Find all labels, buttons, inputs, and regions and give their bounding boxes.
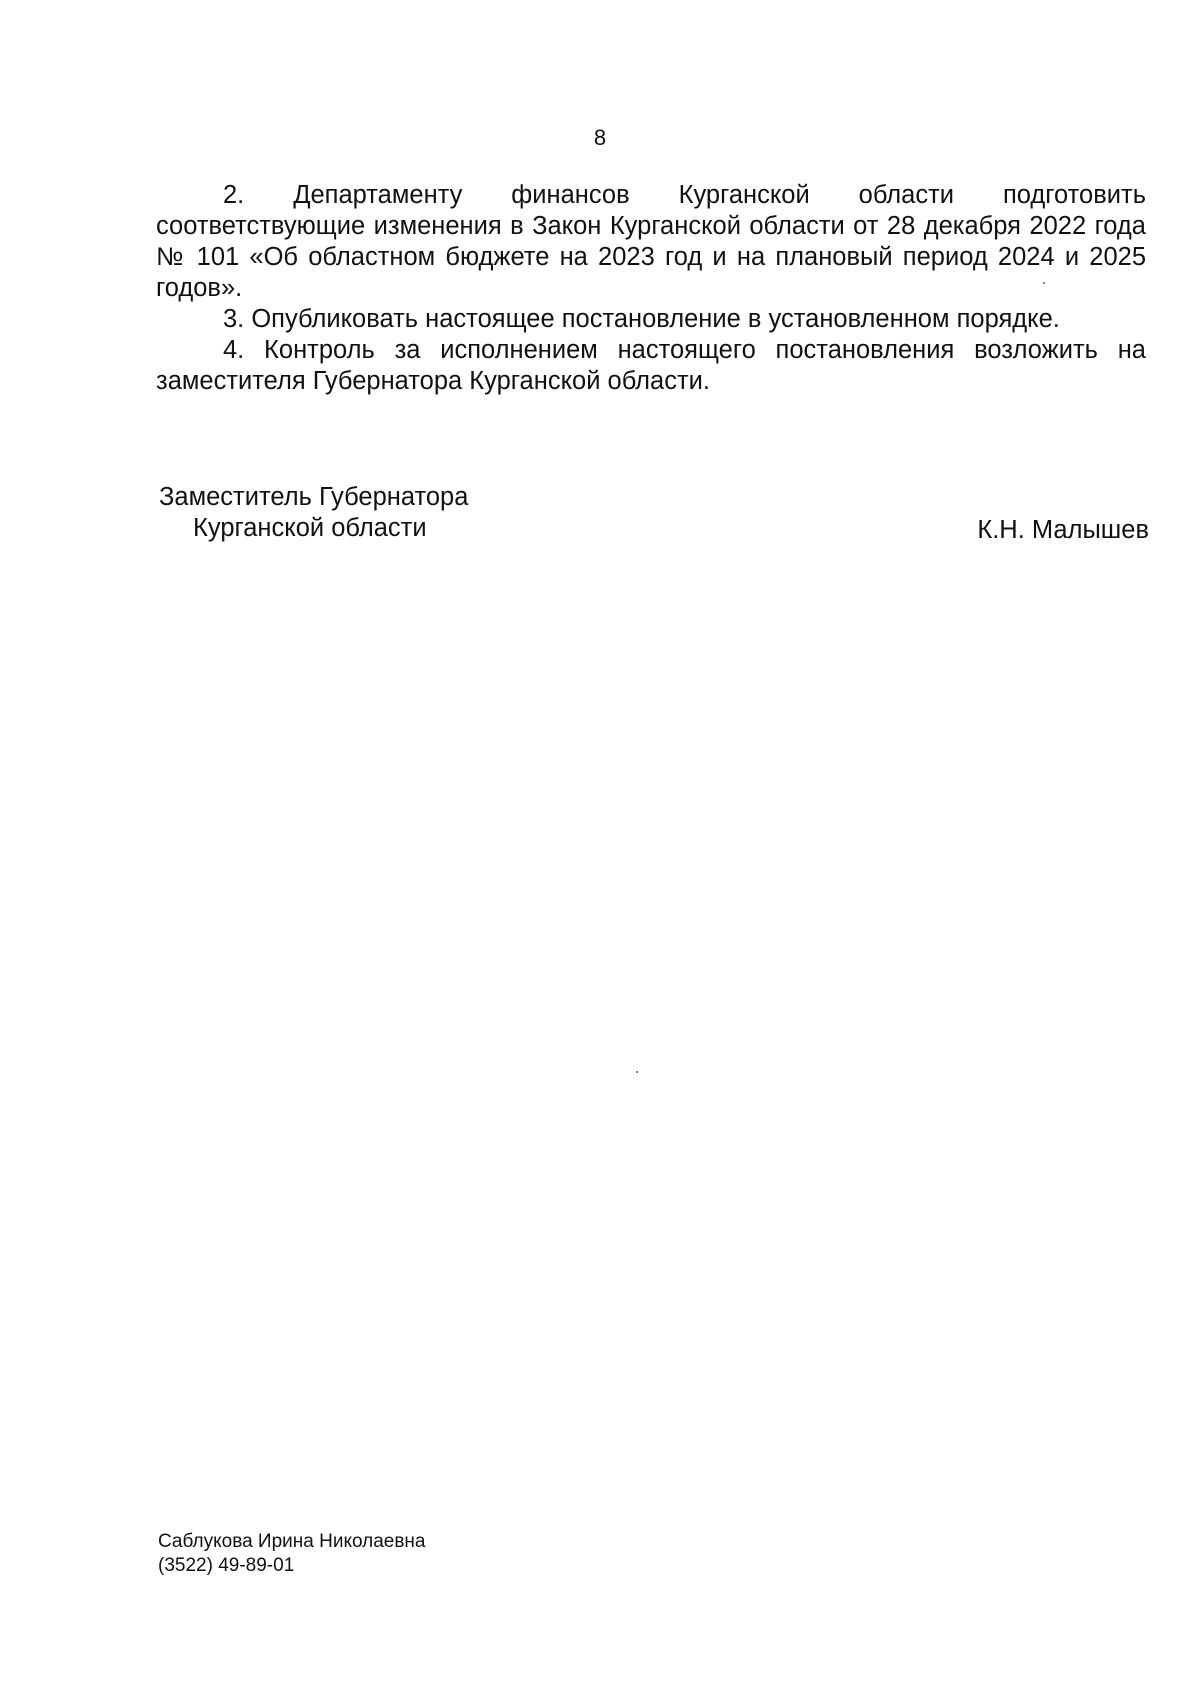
- executor-name: Саблукова Ирина Николаевна: [158, 1531, 426, 1552]
- scan-speck: [636, 1071, 638, 1073]
- executor-info: [158, 1530, 426, 1578]
- paragraph-3: 3. Опубликовать настоящее постановление в установленном порядке.: [223, 305, 1060, 333]
- signatory-position-line1: Заместитель Губернатора: [159, 483, 469, 511]
- executor-phone: (3522) 49-89-01: [158, 1555, 295, 1576]
- document-body: [156, 180, 1146, 397]
- paragraph-2: 2. Департаменту финансов Курганской области подготовить соответствующие изменения в Закон Курганской области от 28 декабря 2022 года № 101 «Об областном бюджете на 2023 год и на плановый период 2024 и 2025 годов».: [156, 181, 1146, 302]
- page-number: 8: [593, 125, 607, 150]
- paragraph-4: 4. Контроль за исполнением настоящего постановления возложить на заместителя Губернатора Курганской области.: [156, 336, 1146, 395]
- scan-speck: [1043, 282, 1045, 284]
- signatory-position-line2: Курганской области: [193, 514, 427, 542]
- signatory-name: К.Н. Малышев: [977, 516, 1149, 544]
